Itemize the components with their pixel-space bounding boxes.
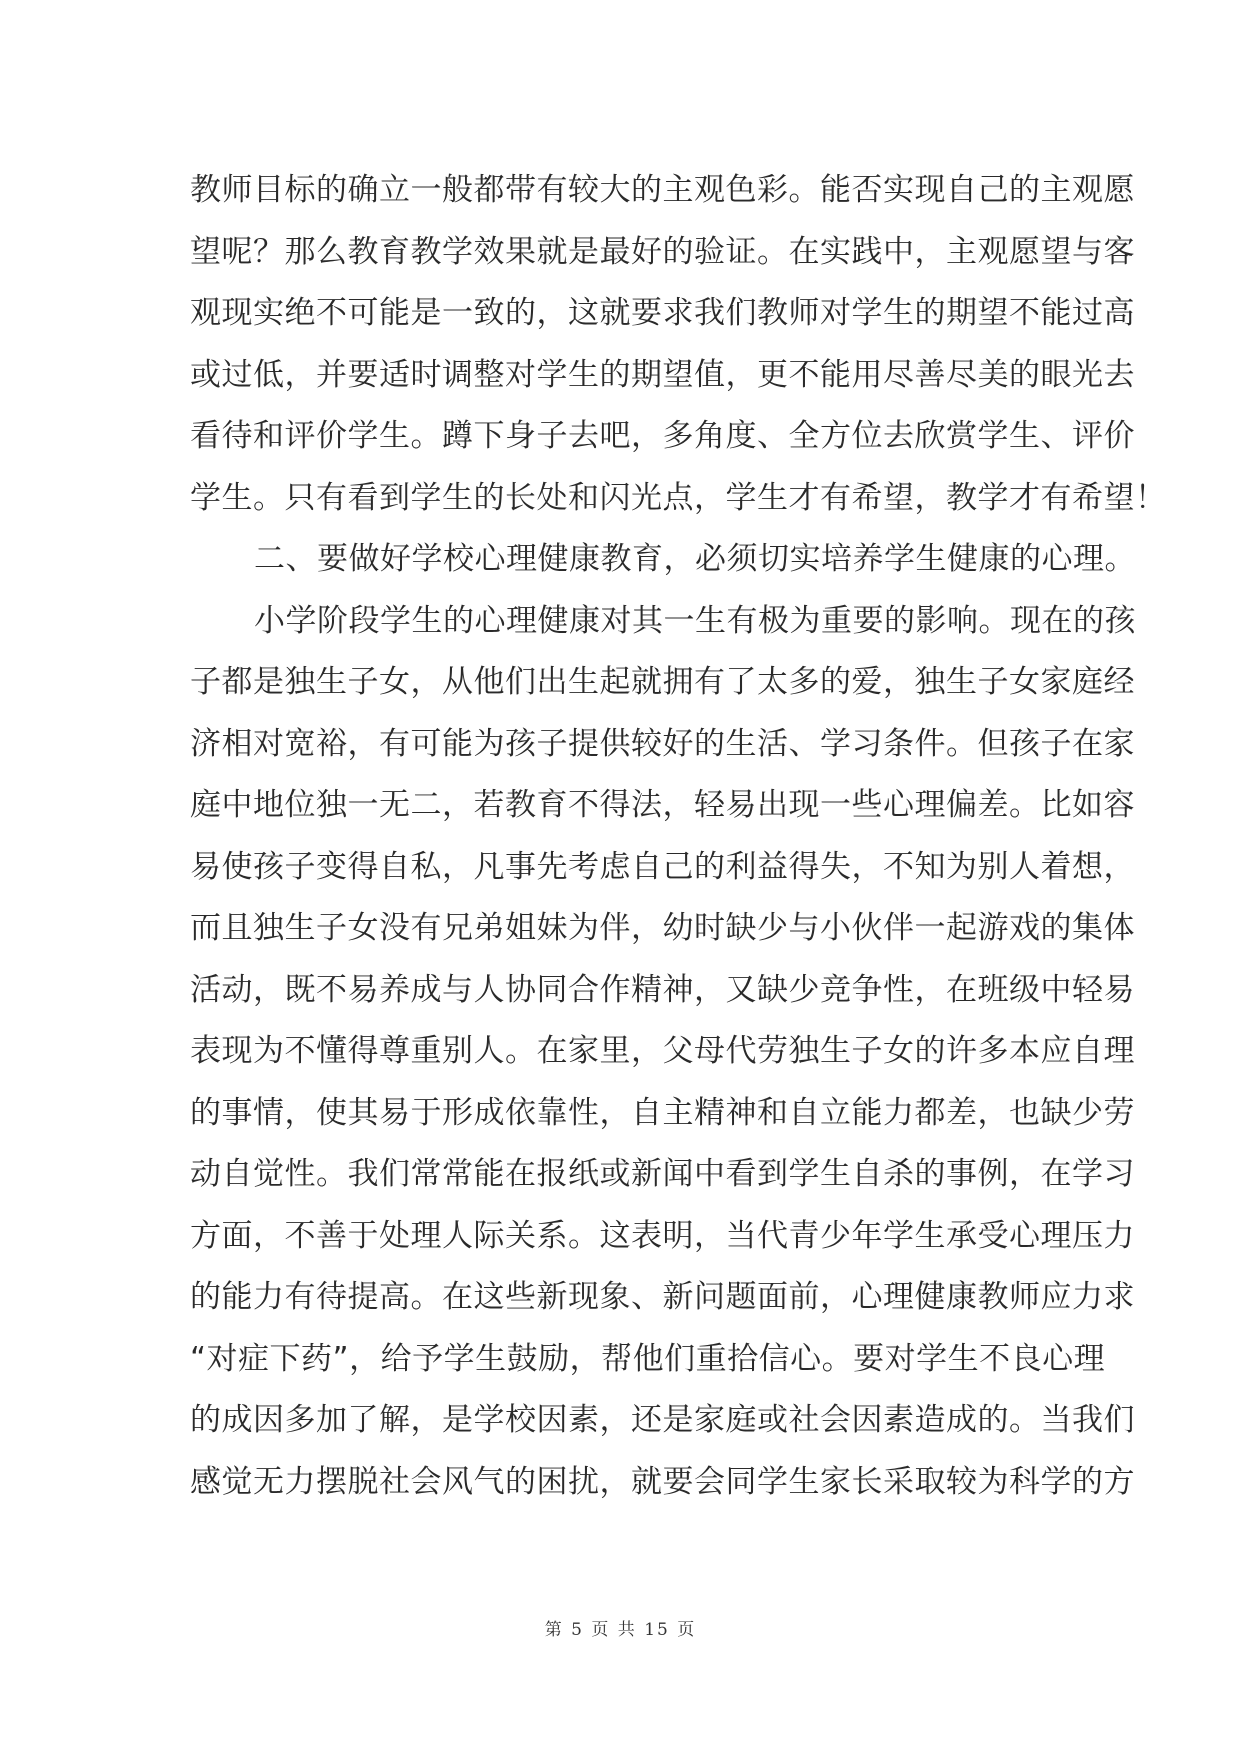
text-line: “对症下药”，给予学生鼓励，帮他们重拾信心。要对学生不良心理: [190, 1340, 1106, 1377]
text-line: 易使孩子变得自私，凡事先考虑自己的利益得失，不知为别人着想，: [190, 848, 1135, 885]
text-line: 教师目标的确立一般都带有较大的主观色彩。能否实现自己的主观愿: [190, 172, 1135, 208]
text-line: 观现实绝不可能是一致的，这就要求我们教师对学生的期望不能过高: [190, 295, 1135, 331]
text-line: 方面，不善于处理人际关系。这表明，当代青少年学生承受心理压力: [190, 1217, 1135, 1254]
text-line: 或过低，并要适时调整对学生的期望值，更不能用尽善尽美的眼光去: [190, 356, 1135, 393]
text-line: 小学阶段学生的心理健康对其一生有极为重要的影响。现在的孩: [254, 602, 1136, 639]
text-line: 动自觉性。我们常常能在报纸或新闻中看到学生自杀的事例，在学习: [190, 1156, 1135, 1192]
text-line: 济相对宽裕，有可能为孩子提供较好的生活、学习条件。但孩子在家: [190, 725, 1135, 762]
section-heading: 二、要做好学校心理健康教育，必须切实培养学生健康的心理。: [254, 541, 1136, 577]
text-line: 感觉无力摆脱社会风气的困扰，就要会同学生家长采取较为科学的方: [190, 1463, 1135, 1500]
text-line: 的能力有待提高。在这些新现象、新问题面前，心理健康教师应力求: [190, 1279, 1135, 1315]
text-line: 而且独生子女没有兄弟姐妹为伴，幼时缺少与小伙伴一起游戏的集体: [190, 910, 1135, 946]
page-number: 第 5 页 共 15 页: [544, 1620, 697, 1640]
text-line: 望呢？那么教育教学效果就是最好的验证。在实践中，主观愿望与客: [190, 233, 1135, 270]
text-line: 的事情，使其易于形成依靠性，自主精神和自立能力都差，也缺少劳: [190, 1094, 1135, 1131]
text-line: 的成因多加了解，是学校因素，还是家庭或社会因素造成的。当我们: [190, 1402, 1135, 1438]
text-line: 活动，既不易养成与人协同合作精神，又缺少竞争性，在班级中轻易: [190, 971, 1135, 1008]
text-line: 子都是独生子女，从他们出生起就拥有了太多的爱，独生子女家庭经: [190, 664, 1135, 700]
text-line: 看待和评价学生。蹲下身子去吧，多角度、全方位去欣赏学生、评价: [190, 418, 1135, 454]
text-line: 庭中地位独一无二，若教育不得法，轻易出现一些心理偏差。比如容: [190, 787, 1135, 823]
text-line: 表现为不懂得尊重别人。在家里，父母代劳独生子女的许多本应自理: [190, 1033, 1135, 1069]
text-line: 学生。只有看到学生的长处和闪光点，学生才有希望，教学才有希望！: [190, 479, 1167, 516]
body-text: [190, 160, 1167, 1513]
